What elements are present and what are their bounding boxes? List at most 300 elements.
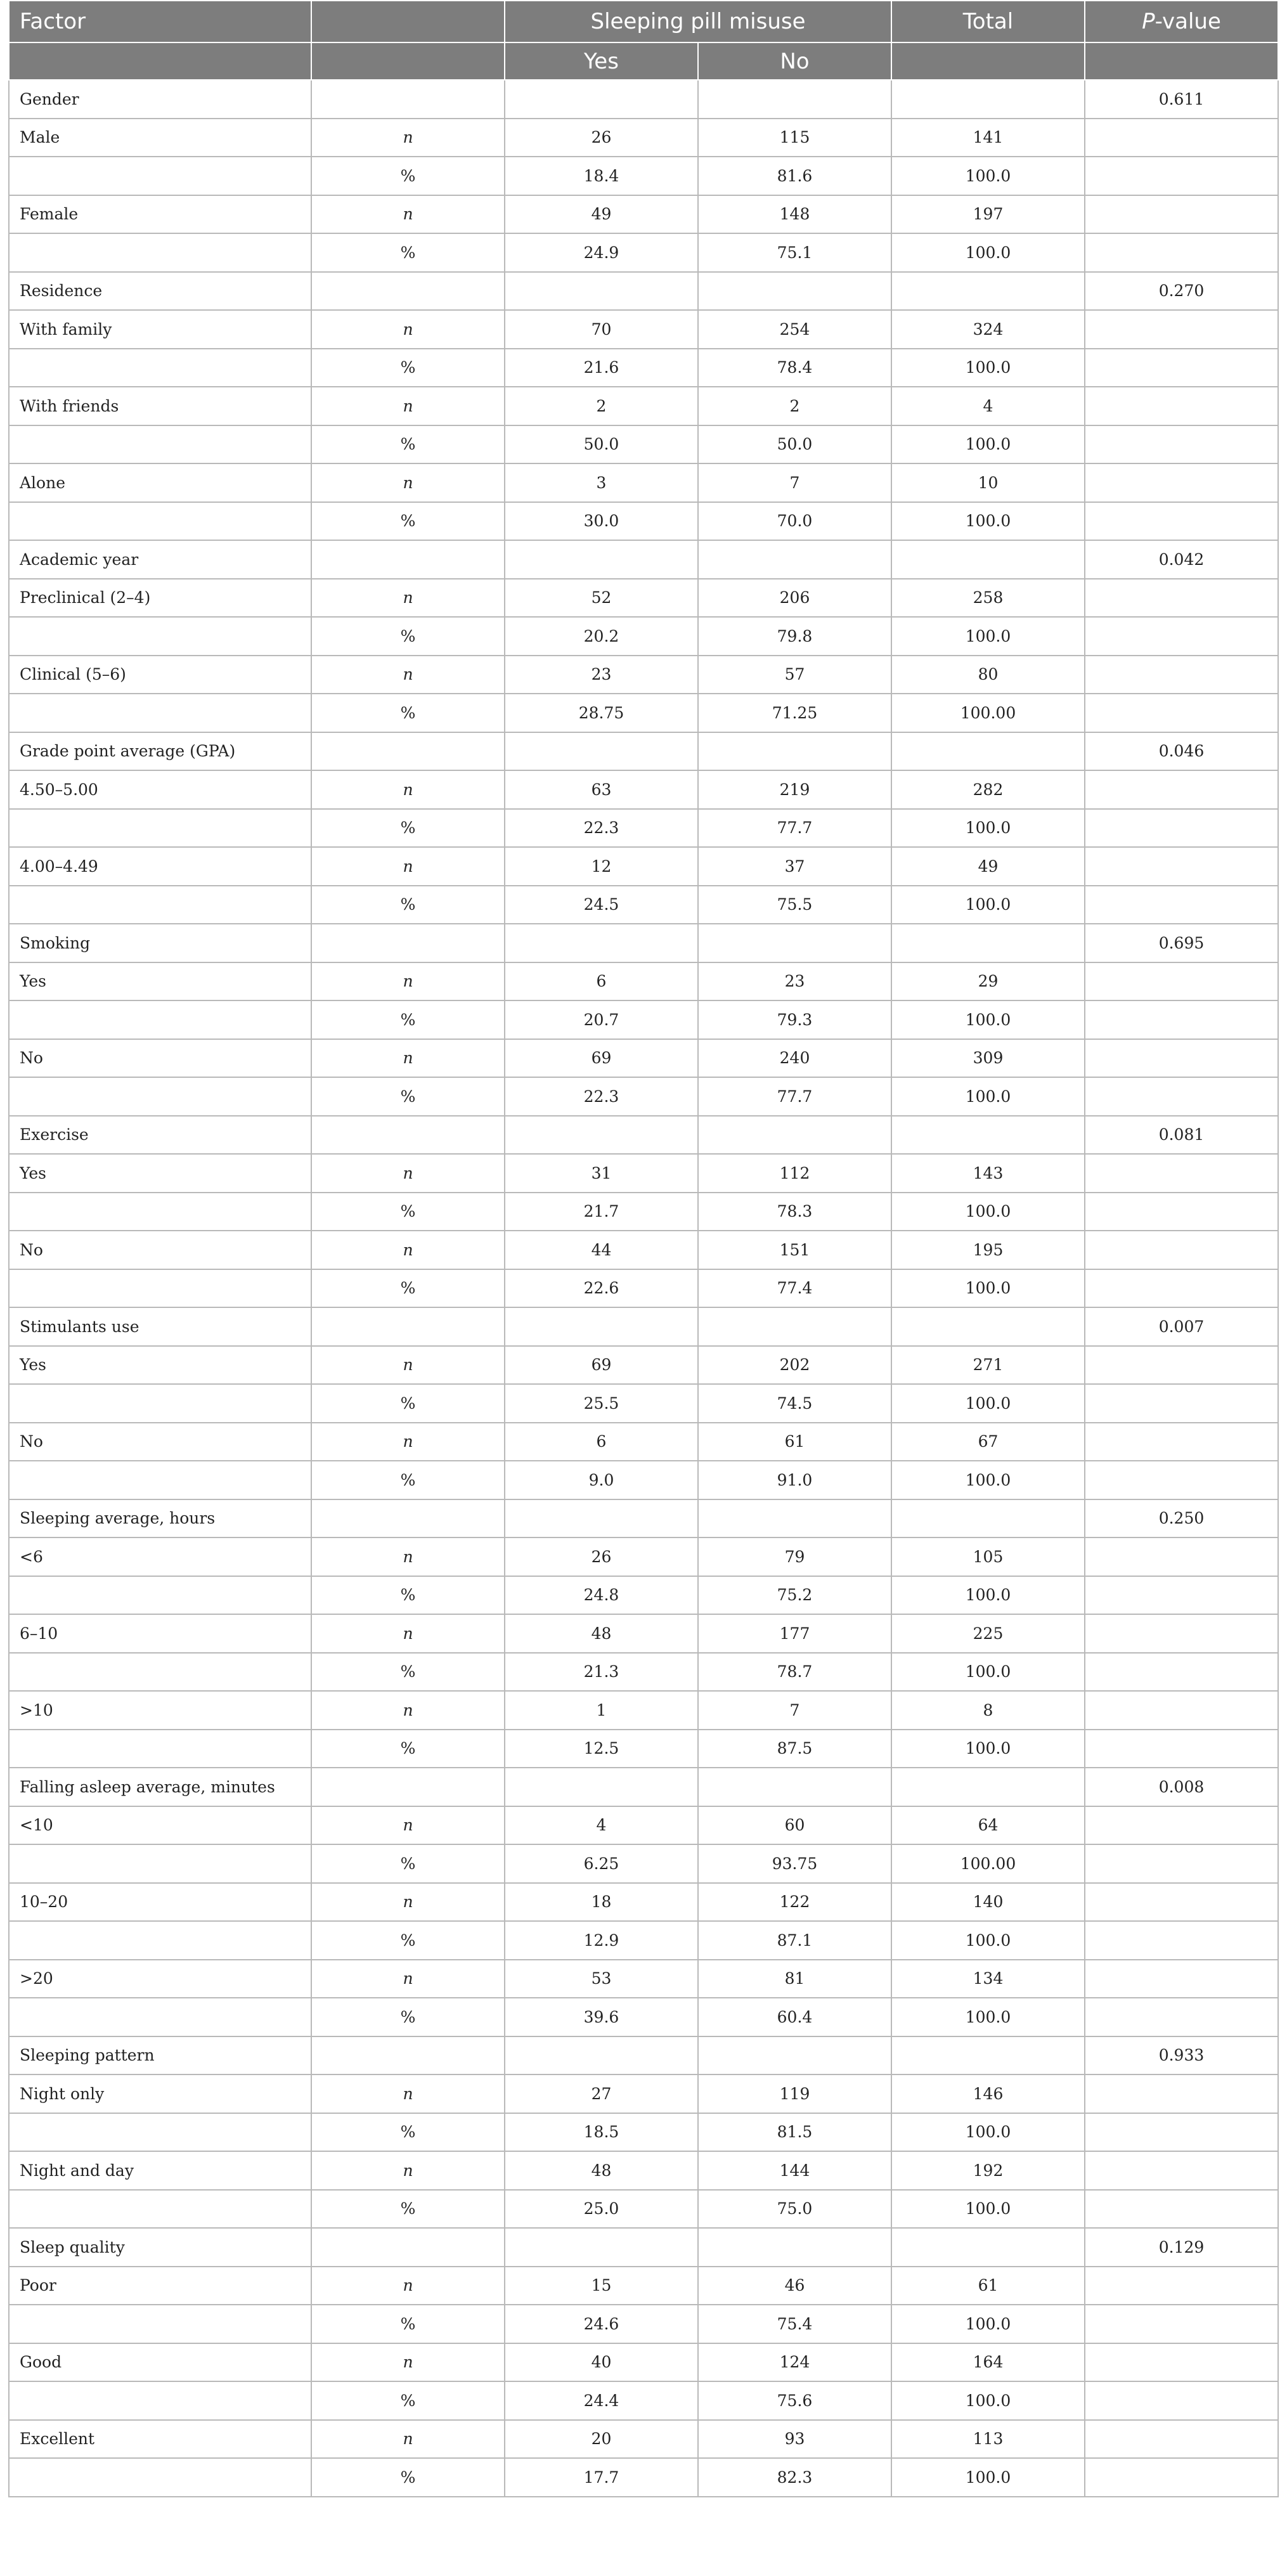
percent-yes: 50.0	[505, 425, 698, 464]
percent-total: 100.00	[891, 694, 1085, 732]
factor-name: Sleeping average, hours	[9, 1499, 311, 1538]
empty-cell	[9, 1461, 311, 1499]
empty-cell	[9, 2381, 311, 2420]
stat-n-label: n	[311, 1960, 505, 1998]
percent-no: 79.8	[698, 617, 891, 656]
empty-cell	[698, 540, 891, 579]
p-value: 0.046	[1085, 732, 1278, 771]
empty-cell	[9, 425, 311, 464]
level-label: Night only	[9, 2074, 311, 2113]
stat-n-label: n	[311, 1614, 505, 1653]
empty-cell	[891, 2036, 1085, 2075]
count-no: 60	[698, 1806, 891, 1845]
empty-cell	[1085, 502, 1278, 541]
empty-cell	[9, 2190, 311, 2229]
percent-yes: 22.3	[505, 809, 698, 848]
empty-cell	[505, 540, 698, 579]
percent-yes: 18.5	[505, 2113, 698, 2152]
factor-header-row	[9, 1499, 1278, 1538]
percent-no: 75.1	[698, 233, 891, 272]
empty-cell	[698, 1307, 891, 1346]
header-blank-1	[9, 42, 311, 80]
percent-yes: 39.6	[505, 1998, 698, 2036]
empty-cell	[9, 1576, 311, 1615]
percent-no: 71.25	[698, 694, 891, 732]
percent-no: 60.4	[698, 1998, 891, 2036]
empty-cell	[9, 1193, 311, 1231]
stat-n-label: n	[311, 463, 505, 502]
results-table-container	[8, 0, 1277, 2497]
count-no: 37	[698, 847, 891, 886]
empty-cell	[505, 924, 698, 962]
empty-cell	[9, 2113, 311, 2152]
empty-cell	[891, 2228, 1085, 2267]
level-label: 6–10	[9, 1614, 311, 1653]
level-percent-row	[9, 886, 1278, 924]
level-percent-row	[9, 1269, 1278, 1308]
level-label: 10–20	[9, 1883, 311, 1922]
empty-cell	[1085, 579, 1278, 618]
stat-n-label: n	[311, 579, 505, 618]
stat-pct-label: %	[311, 1269, 505, 1308]
count-total: 67	[891, 1423, 1085, 1461]
count-total: 143	[891, 1154, 1085, 1193]
empty-cell	[1085, 1883, 1278, 1922]
p-value: 0.129	[1085, 2228, 1278, 2267]
empty-cell	[1085, 1576, 1278, 1615]
percent-no: 75.0	[698, 2190, 891, 2229]
level-percent-row	[9, 1384, 1278, 1423]
count-total: 225	[891, 1614, 1085, 1653]
empty-cell	[9, 1000, 311, 1039]
level-label: Clinical (5–6)	[9, 656, 311, 694]
level-percent-row	[9, 425, 1278, 464]
empty-cell	[311, 1307, 505, 1346]
empty-cell	[311, 1768, 505, 1806]
count-yes: 48	[505, 2151, 698, 2190]
header-blank-2	[311, 42, 505, 80]
percent-total: 100.0	[891, 809, 1085, 848]
p-value: 0.081	[1085, 1116, 1278, 1155]
empty-cell	[1085, 1077, 1278, 1116]
empty-cell	[891, 732, 1085, 771]
empty-cell	[1085, 1154, 1278, 1193]
level-label: >10	[9, 1691, 311, 1730]
stat-pct-label: %	[311, 886, 505, 924]
count-no: 115	[698, 119, 891, 157]
level-label: No	[9, 1423, 311, 1461]
empty-cell	[891, 272, 1085, 311]
factor-name: Stimulants use	[9, 1307, 311, 1346]
level-percent-row	[9, 1998, 1278, 2036]
level-percent-row	[9, 809, 1278, 848]
empty-cell	[1085, 157, 1278, 195]
level-count-row	[9, 1537, 1278, 1576]
empty-cell	[9, 349, 311, 387]
level-percent-row	[9, 694, 1278, 732]
count-total: 195	[891, 1231, 1085, 1269]
stat-n-label: n	[311, 2267, 505, 2305]
factor-header-row	[9, 1768, 1278, 1806]
count-total: 140	[891, 1883, 1085, 1922]
level-label: No	[9, 1231, 311, 1269]
stat-n-label: n	[311, 656, 505, 694]
percent-no: 77.4	[698, 1269, 891, 1308]
level-count-row	[9, 1883, 1278, 1922]
level-percent-row	[9, 502, 1278, 541]
factor-name: Exercise	[9, 1116, 311, 1155]
level-label: With friends	[9, 387, 311, 425]
percent-no: 78.7	[698, 1653, 891, 1692]
count-no: 93	[698, 2420, 891, 2459]
percent-no: 87.5	[698, 1730, 891, 1768]
level-count-row	[9, 2151, 1278, 2190]
count-total: 141	[891, 119, 1085, 157]
percent-total: 100.0	[891, 233, 1085, 272]
percent-yes: 9.0	[505, 1461, 698, 1499]
stat-pct-label: %	[311, 2190, 505, 2229]
count-yes: 2	[505, 387, 698, 425]
stat-pct-label: %	[311, 2381, 505, 2420]
percent-yes: 17.7	[505, 2458, 698, 2497]
count-total: 197	[891, 195, 1085, 234]
empty-cell	[505, 732, 698, 771]
level-count-row	[9, 770, 1278, 809]
p-value: 0.611	[1085, 80, 1278, 119]
count-total: 134	[891, 1960, 1085, 1998]
count-total: 271	[891, 1346, 1085, 1385]
percent-total: 100.0	[891, 1077, 1085, 1116]
level-count-row	[9, 387, 1278, 425]
empty-cell	[311, 272, 505, 311]
empty-cell	[1085, 349, 1278, 387]
level-count-row	[9, 2267, 1278, 2305]
stat-n-label: n	[311, 1231, 505, 1269]
level-count-row	[9, 1614, 1278, 1653]
empty-cell	[505, 80, 698, 119]
empty-cell	[1085, 1039, 1278, 1078]
empty-cell	[891, 1499, 1085, 1538]
count-total: 309	[891, 1039, 1085, 1078]
count-yes: 18	[505, 1883, 698, 1922]
empty-cell	[1085, 2420, 1278, 2459]
empty-cell	[9, 1844, 311, 1883]
factor-name: Falling asleep average, minutes	[9, 1768, 311, 1806]
p-value: 0.007	[1085, 1307, 1278, 1346]
level-count-row	[9, 1960, 1278, 1998]
level-count-row	[9, 119, 1278, 157]
factor-name: Residence	[9, 272, 311, 311]
empty-cell	[1085, 1384, 1278, 1423]
percent-yes: 30.0	[505, 502, 698, 541]
percent-total: 100.0	[891, 1269, 1085, 1308]
count-no: 151	[698, 1231, 891, 1269]
stat-pct-label: %	[311, 2458, 505, 2497]
count-total: 324	[891, 310, 1085, 349]
stat-pct-label: %	[311, 694, 505, 732]
level-percent-row	[9, 2305, 1278, 2343]
percent-no: 78.4	[698, 349, 891, 387]
empty-cell	[505, 1116, 698, 1155]
percent-no: 82.3	[698, 2458, 891, 2497]
count-no: 202	[698, 1346, 891, 1385]
empty-cell	[1085, 2267, 1278, 2305]
empty-cell	[1085, 1921, 1278, 1960]
percent-no: 77.7	[698, 1077, 891, 1116]
factor-header-row	[9, 80, 1278, 119]
percent-total: 100.0	[891, 157, 1085, 195]
stat-n-label: n	[311, 387, 505, 425]
empty-cell	[698, 272, 891, 311]
count-total: 258	[891, 579, 1085, 618]
stat-n-label: n	[311, 119, 505, 157]
empty-cell	[1085, 1461, 1278, 1499]
count-no: 7	[698, 1691, 891, 1730]
factor-name: Smoking	[9, 924, 311, 962]
empty-cell	[1085, 2113, 1278, 2152]
level-percent-row	[9, 617, 1278, 656]
empty-cell	[9, 809, 311, 848]
percent-total: 100.0	[891, 2458, 1085, 2497]
empty-cell	[698, 732, 891, 771]
empty-cell	[1085, 2458, 1278, 2497]
empty-cell	[698, 80, 891, 119]
header-total: Total	[891, 1, 1085, 42]
level-label: Alone	[9, 463, 311, 502]
percent-no: 81.6	[698, 157, 891, 195]
stat-n-label: n	[311, 2343, 505, 2382]
empty-cell	[505, 2228, 698, 2267]
percent-total: 100.0	[891, 425, 1085, 464]
percent-total: 100.0	[891, 2190, 1085, 2229]
level-percent-row	[9, 1844, 1278, 1883]
empty-cell	[1085, 1537, 1278, 1576]
count-yes: 1	[505, 1691, 698, 1730]
count-yes: 70	[505, 310, 698, 349]
empty-cell	[1085, 1614, 1278, 1653]
stat-n-label: n	[311, 1806, 505, 1845]
stat-pct-label: %	[311, 1576, 505, 1615]
percent-total: 100.0	[891, 1000, 1085, 1039]
level-percent-row	[9, 157, 1278, 195]
count-total: 4	[891, 387, 1085, 425]
empty-cell	[9, 1998, 311, 2036]
header-row-1	[9, 1, 1278, 42]
empty-cell	[1085, 2151, 1278, 2190]
stat-n-label: n	[311, 1883, 505, 1922]
empty-cell	[1085, 809, 1278, 848]
empty-cell	[1085, 962, 1278, 1001]
empty-cell	[698, 1499, 891, 1538]
percent-yes: 25.5	[505, 1384, 698, 1423]
p-value: 0.250	[1085, 1499, 1278, 1538]
count-yes: 6	[505, 962, 698, 1001]
level-count-row	[9, 1423, 1278, 1461]
empty-cell	[9, 694, 311, 732]
factor-name: Sleep quality	[9, 2228, 311, 2267]
empty-cell	[698, 2036, 891, 2075]
percent-no: 77.7	[698, 809, 891, 848]
count-no: 7	[698, 463, 891, 502]
percent-no: 50.0	[698, 425, 891, 464]
stat-pct-label: %	[311, 1844, 505, 1883]
level-label: Yes	[9, 1154, 311, 1193]
empty-cell	[1085, 119, 1278, 157]
empty-cell	[505, 1499, 698, 1538]
stat-n-label: n	[311, 1423, 505, 1461]
header-no: No	[698, 42, 891, 80]
empty-cell	[1085, 310, 1278, 349]
level-count-row	[9, 1039, 1278, 1078]
stat-n-label: n	[311, 1154, 505, 1193]
count-no: 112	[698, 1154, 891, 1193]
percent-no: 75.4	[698, 2305, 891, 2343]
empty-cell	[891, 1768, 1085, 1806]
empty-cell	[1085, 387, 1278, 425]
percent-no: 75.2	[698, 1576, 891, 1615]
level-label: Poor	[9, 2267, 311, 2305]
count-yes: 53	[505, 1960, 698, 1998]
stat-n-label: n	[311, 1346, 505, 1385]
count-no: 124	[698, 2343, 891, 2382]
percent-total: 100.0	[891, 2305, 1085, 2343]
empty-cell	[1085, 2343, 1278, 2382]
empty-cell	[9, 2458, 311, 2497]
empty-cell	[1085, 2190, 1278, 2229]
empty-cell	[1085, 2074, 1278, 2113]
percent-yes: 24.8	[505, 1576, 698, 1615]
stat-pct-label: %	[311, 2305, 505, 2343]
header-blank-3	[891, 42, 1085, 80]
empty-cell	[311, 1116, 505, 1155]
count-total: 8	[891, 1691, 1085, 1730]
level-count-row	[9, 2420, 1278, 2459]
count-no: 57	[698, 656, 891, 694]
level-count-row	[9, 962, 1278, 1001]
empty-cell	[698, 1116, 891, 1155]
stat-n-label: n	[311, 2074, 505, 2113]
level-percent-row	[9, 1193, 1278, 1231]
count-yes: 27	[505, 2074, 698, 2113]
level-count-row	[9, 463, 1278, 502]
empty-cell	[1085, 2381, 1278, 2420]
empty-cell	[1085, 1844, 1278, 1883]
header-factor: Factor	[9, 1, 311, 42]
percent-yes: 24.9	[505, 233, 698, 272]
count-no: 23	[698, 962, 891, 1001]
count-no: 206	[698, 579, 891, 618]
level-label: Male	[9, 119, 311, 157]
stat-n-label: n	[311, 195, 505, 234]
stat-n-label: n	[311, 962, 505, 1001]
factor-header-row	[9, 924, 1278, 962]
empty-cell	[1085, 1960, 1278, 1998]
empty-cell	[505, 2036, 698, 2075]
percent-yes: 21.7	[505, 1193, 698, 1231]
header-p-italic: P	[1142, 9, 1155, 34]
stat-n-label: n	[311, 1039, 505, 1078]
count-yes: 4	[505, 1806, 698, 1845]
percent-total: 100.0	[891, 886, 1085, 924]
empty-cell	[1085, 1998, 1278, 2036]
level-label: <6	[9, 1537, 311, 1576]
stat-n-label: n	[311, 2420, 505, 2459]
stat-n-label: n	[311, 310, 505, 349]
percent-total: 100.0	[891, 617, 1085, 656]
count-total: 61	[891, 2267, 1085, 2305]
count-no: 46	[698, 2267, 891, 2305]
factor-name: Academic year	[9, 540, 311, 579]
factor-header-row	[9, 272, 1278, 311]
percent-yes: 24.5	[505, 886, 698, 924]
percent-total: 100.0	[891, 1576, 1085, 1615]
count-no: 81	[698, 1960, 891, 1998]
percent-total: 100.0	[891, 1193, 1085, 1231]
empty-cell	[9, 1384, 311, 1423]
empty-cell	[1085, 425, 1278, 464]
factor-header-row	[9, 2036, 1278, 2075]
empty-cell	[891, 1116, 1085, 1155]
percent-yes: 28.75	[505, 694, 698, 732]
empty-cell	[891, 924, 1085, 962]
percent-total: 100.0	[891, 1384, 1085, 1423]
empty-cell	[1085, 1000, 1278, 1039]
stat-pct-label: %	[311, 233, 505, 272]
count-no: 122	[698, 1883, 891, 1922]
percent-yes: 20.7	[505, 1000, 698, 1039]
empty-cell	[1085, 2305, 1278, 2343]
level-label: No	[9, 1039, 311, 1078]
percent-no: 78.3	[698, 1193, 891, 1231]
count-yes: 15	[505, 2267, 698, 2305]
empty-cell	[891, 1307, 1085, 1346]
level-label: >20	[9, 1960, 311, 1998]
empty-cell	[891, 540, 1085, 579]
empty-cell	[9, 1077, 311, 1116]
factor-header-row	[9, 540, 1278, 579]
level-percent-row	[9, 1461, 1278, 1499]
stat-pct-label: %	[311, 502, 505, 541]
table-body	[9, 80, 1278, 2497]
empty-cell	[505, 1768, 698, 1806]
count-yes: 40	[505, 2343, 698, 2382]
level-percent-row	[9, 2190, 1278, 2229]
count-no: 119	[698, 2074, 891, 2113]
empty-cell	[9, 157, 311, 195]
empty-cell	[1085, 233, 1278, 272]
count-no: 240	[698, 1039, 891, 1078]
level-label: Preclinical (2–4)	[9, 579, 311, 618]
level-count-row	[9, 847, 1278, 886]
empty-cell	[1085, 847, 1278, 886]
stat-n-label: n	[311, 2151, 505, 2190]
p-value: 0.270	[1085, 272, 1278, 311]
header-stat-blank	[311, 1, 505, 42]
count-yes: 20	[505, 2420, 698, 2459]
percent-no: 93.75	[698, 1844, 891, 1883]
count-total: 49	[891, 847, 1085, 886]
level-label: Female	[9, 195, 311, 234]
count-yes: 49	[505, 195, 698, 234]
count-total: 105	[891, 1537, 1085, 1576]
empty-cell	[1085, 1653, 1278, 1692]
level-count-row	[9, 1691, 1278, 1730]
percent-no: 81.5	[698, 2113, 891, 2152]
empty-cell	[698, 2228, 891, 2267]
percent-total: 100.0	[891, 502, 1085, 541]
percent-yes: 21.3	[505, 1653, 698, 1692]
count-yes: 69	[505, 1039, 698, 1078]
